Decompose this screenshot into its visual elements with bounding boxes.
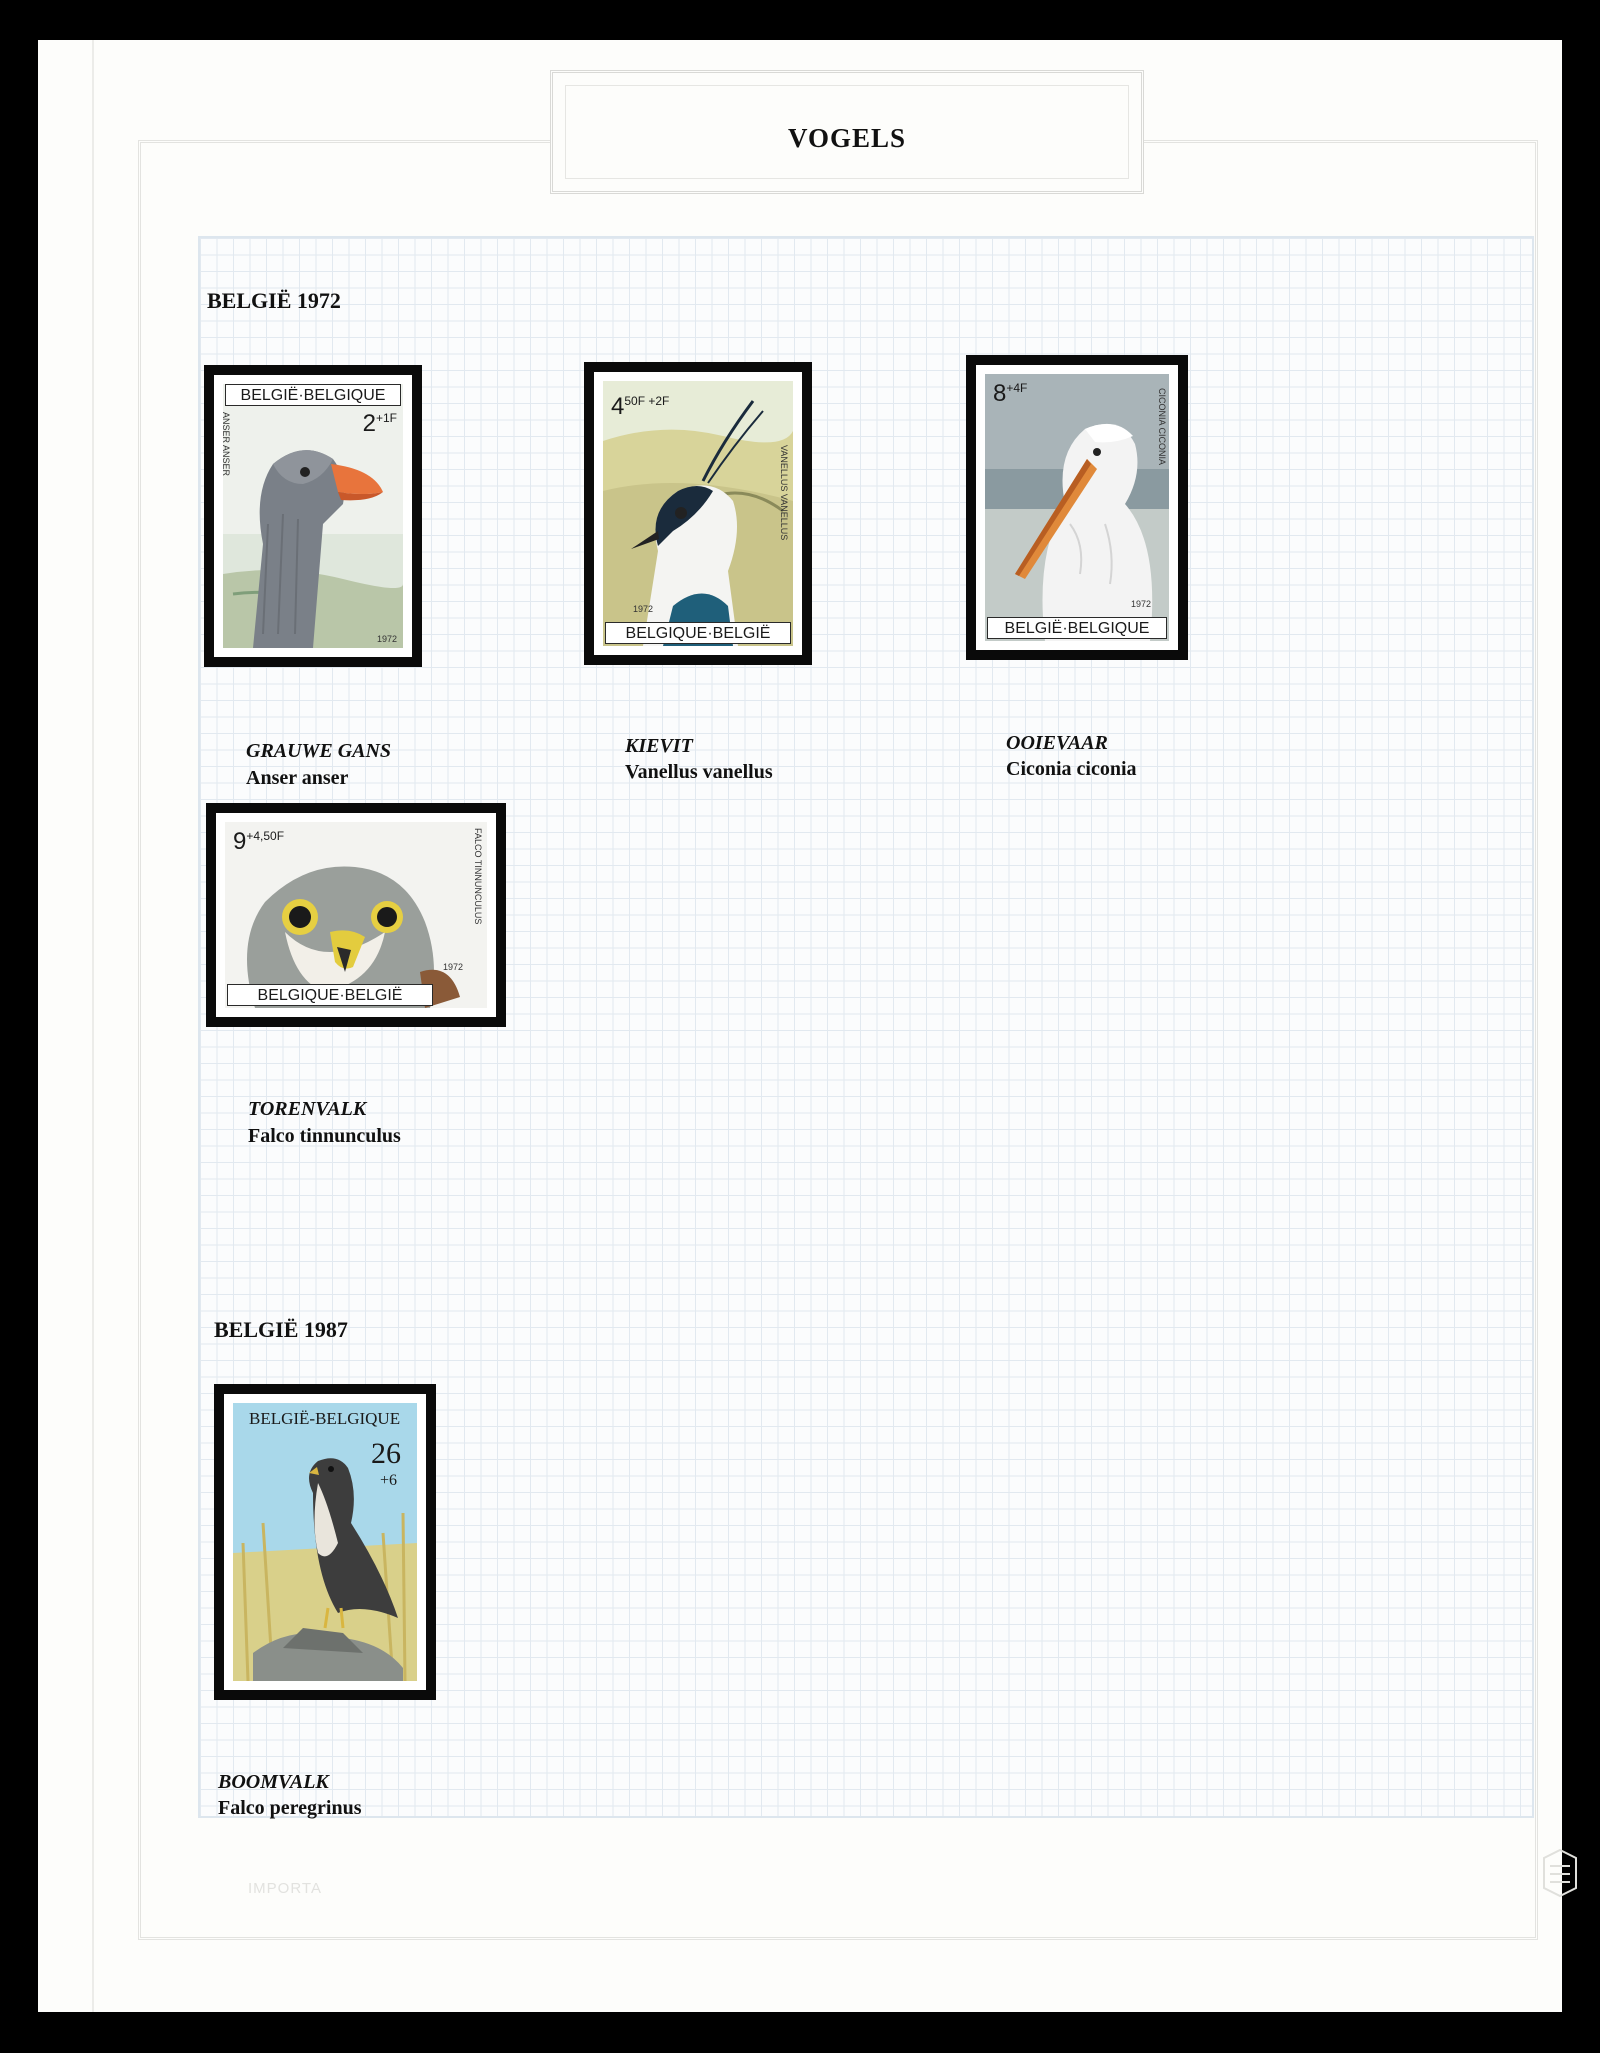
stamp-year: 1972 xyxy=(633,604,654,614)
caption-name-boomvalk: BOOMVALK xyxy=(218,1771,329,1793)
page-margin-rule xyxy=(92,40,94,2012)
caption-latin-grauwe-gans: Anser anser xyxy=(246,767,349,789)
album-page xyxy=(38,40,1562,2012)
caption-name-kievit: KIEVIT xyxy=(625,735,693,757)
stamp-vertical-text: VANELLUS VANELLUS xyxy=(779,445,789,541)
page-title: VOGELS xyxy=(788,123,906,153)
stamp-ooievaar xyxy=(976,365,1178,650)
caption-name-ooievaar: OOIEVAAR xyxy=(1006,732,1108,754)
stamp-value: $8^{+4F}$ xyxy=(993,380,1028,407)
stamp-country-text: BELGIË·BELGIQUE xyxy=(225,384,401,406)
stamp-year: 1972 xyxy=(1130,599,1151,609)
stamp-value: $4^{50F +2F}$ xyxy=(611,393,670,420)
stamp-grauwe-gans xyxy=(214,375,412,657)
publisher-imprint: IMPORTA xyxy=(248,1880,322,1897)
stamp-boomvalk xyxy=(224,1394,426,1690)
stamp-value-main: 26 xyxy=(371,1437,401,1470)
stamp-country-text: BELGIË·BELGIQUE xyxy=(987,617,1167,639)
title-frame xyxy=(550,70,1144,194)
stamp-value: $2^{+1F}$ xyxy=(362,410,397,437)
stamp-torenvalk xyxy=(216,813,496,1017)
stamp-kievit xyxy=(594,372,802,655)
stamp-country-text: BELGIË-BELGIQUE xyxy=(249,1409,401,1428)
caption-latin-boomvalk: Falco peregrinus xyxy=(218,1797,362,1819)
section-heading-1987: BELGIË 1987 xyxy=(214,1317,348,1342)
stamp-mount-grauwe-gans[interactable] xyxy=(204,365,422,667)
stamp-value: $9^{+4,50F}$ xyxy=(233,828,285,855)
stamp-mount-torenvalk[interactable] xyxy=(206,803,506,1027)
stamp-mount-ooievaar[interactable] xyxy=(966,355,1188,660)
stamp-year: 1972 xyxy=(376,634,397,644)
caption-latin-kievit: Vanellus vanellus xyxy=(625,761,773,783)
stamp-vertical-text: ANSER ANSER xyxy=(221,412,231,477)
stamp-year: 1972 xyxy=(442,962,463,972)
stamp-vertical-text: FALCO TINNUNCULUS xyxy=(473,828,483,925)
stamp-mount-kievit[interactable] xyxy=(584,362,812,665)
caption-latin-torenvalk: Falco tinnunculus xyxy=(248,1125,401,1147)
stamp-mount-boomvalk[interactable] xyxy=(214,1384,436,1700)
publisher-logo-icon xyxy=(1540,1848,1580,1898)
caption-name-torenvalk: TORENVALK xyxy=(248,1098,367,1120)
stamp-country-text: BELGIQUE·BELGIË xyxy=(605,622,791,644)
lapwing-head-icon xyxy=(603,381,793,646)
section-heading-1972: BELGIË 1972 xyxy=(207,288,341,313)
stamp-value-surcharge: +6 xyxy=(379,1472,397,1489)
caption-latin-ooievaar: Ciconia ciconia xyxy=(1006,758,1137,780)
stamp-country-text: BELGIQUE·BELGIË xyxy=(227,984,433,1006)
stamp-vertical-text: CICONIA CICONIA xyxy=(1157,388,1167,466)
caption-name-grauwe-gans: GRAUWE GANS xyxy=(246,740,392,762)
